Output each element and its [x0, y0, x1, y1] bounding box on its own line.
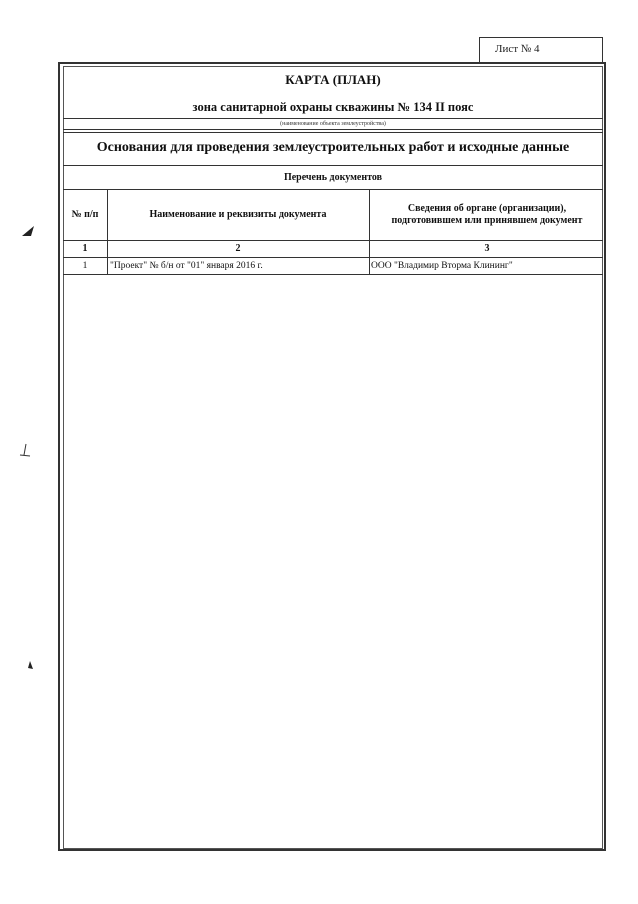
- sheet-number: Лист № 4: [495, 43, 540, 55]
- map-title: КАРТА (ПЛАН): [285, 72, 381, 87]
- column-number-3: 3: [484, 242, 490, 254]
- row-document-name: "Проект" № б/н от "01" января 2016 г.: [110, 261, 263, 271]
- column-header-number: № п/п: [71, 208, 99, 220]
- scan-mark: [20, 444, 30, 456]
- column-header-organ: Сведения об органе (организации), подготовившем или принявшем документ: [391, 202, 583, 226]
- scan-mark: [22, 226, 34, 236]
- column-number-2: 2: [235, 242, 241, 254]
- object-name-caption: (наименование объекта землеустройства): [280, 121, 386, 127]
- object-name: зона санитарной охраны скважины № 134 II пояс: [192, 100, 474, 114]
- documents-caption: Перечень документов: [283, 172, 383, 183]
- row-organ: ООО "Владимир Вторма Клининг": [371, 261, 513, 271]
- column-number-1: 1: [82, 242, 88, 254]
- row-number: 1: [82, 261, 88, 271]
- section-title: Основания для проведения землеустроительных работ и исходные данные: [96, 140, 570, 155]
- scan-mark: [28, 661, 33, 669]
- column-header-document: Наименование и реквизиты документа: [149, 208, 327, 220]
